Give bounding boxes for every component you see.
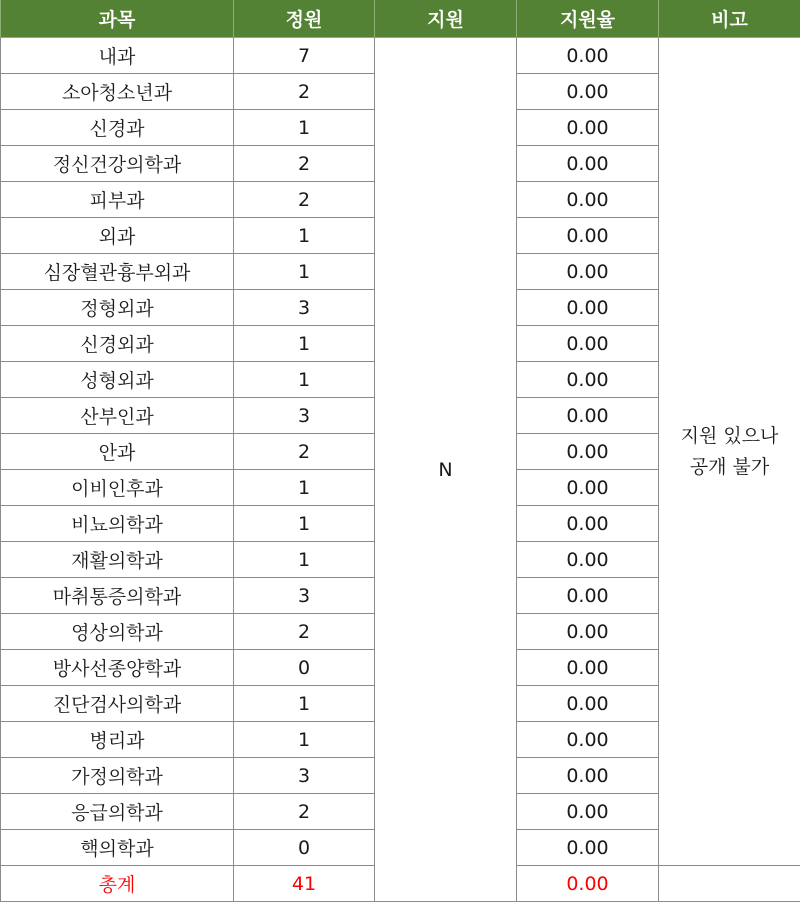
quota-cell: 1 — [234, 722, 375, 758]
subject-cell: 진단검사의학과 — [1, 686, 234, 722]
subject-cell: 재활의학과 — [1, 542, 234, 578]
rate-cell: 0.00 — [517, 650, 659, 686]
subject-cell: 외과 — [1, 218, 234, 254]
quota-cell: 1 — [234, 362, 375, 398]
total-quota: 41 — [234, 866, 375, 902]
quota-cell: 2 — [234, 794, 375, 830]
rate-cell: 0.00 — [517, 362, 659, 398]
subject-cell: 병리과 — [1, 722, 234, 758]
note-line: 지원 있으나 — [659, 421, 800, 452]
quota-cell: 3 — [234, 398, 375, 434]
rate-cell: 0.00 — [517, 830, 659, 866]
rate-cell: 0.00 — [517, 758, 659, 794]
rate-cell: 0.00 — [517, 506, 659, 542]
subject-cell: 정신건강의학과 — [1, 146, 234, 182]
subject-cell: 이비인후과 — [1, 470, 234, 506]
subject-cell: 신경외과 — [1, 326, 234, 362]
subject-cell: 내과 — [1, 38, 234, 74]
quota-cell: 3 — [234, 578, 375, 614]
subject-cell: 영상의학과 — [1, 614, 234, 650]
quota-cell: 1 — [234, 506, 375, 542]
subject-cell: 소아청소년과 — [1, 74, 234, 110]
subject-cell: 응급의학과 — [1, 794, 234, 830]
total-rate: 0.00 — [517, 866, 659, 902]
quota-cell: 3 — [234, 758, 375, 794]
total-label: 총계 — [1, 866, 234, 902]
header-subject: 과목 — [1, 0, 234, 38]
applicants-merged-cell: N — [375, 38, 517, 902]
subject-cell: 산부인과 — [1, 398, 234, 434]
rate-cell: 0.00 — [517, 578, 659, 614]
header-quota: 정원 — [234, 0, 375, 38]
rate-cell: 0.00 — [517, 434, 659, 470]
subject-cell: 심장혈관흉부외과 — [1, 254, 234, 290]
rate-cell: 0.00 — [517, 614, 659, 650]
rate-cell: 0.00 — [517, 146, 659, 182]
rate-cell: 0.00 — [517, 686, 659, 722]
quota-cell: 7 — [234, 38, 375, 74]
quota-cell: 2 — [234, 434, 375, 470]
rate-cell: 0.00 — [517, 470, 659, 506]
quota-cell: 1 — [234, 686, 375, 722]
subject-cell: 안과 — [1, 434, 234, 470]
subject-cell: 핵의학과 — [1, 830, 234, 866]
quota-cell: 1 — [234, 110, 375, 146]
quota-cell: 1 — [234, 254, 375, 290]
rate-cell: 0.00 — [517, 254, 659, 290]
subject-cell: 정형외과 — [1, 290, 234, 326]
note-merged-cell — [659, 38, 800, 866]
rate-cell: 0.00 — [517, 722, 659, 758]
header-row — [1, 0, 800, 38]
quota-cell: 1 — [234, 218, 375, 254]
rate-cell: 0.00 — [517, 38, 659, 74]
subject-cell: 피부과 — [1, 182, 234, 218]
quota-cell: 1 — [234, 470, 375, 506]
quota-cell: 1 — [234, 326, 375, 362]
subject-cell: 비뇨의학과 — [1, 506, 234, 542]
subject-cell: 신경과 — [1, 110, 234, 146]
quota-cell: 3 — [234, 290, 375, 326]
rate-cell: 0.00 — [517, 794, 659, 830]
rate-cell: 0.00 — [517, 542, 659, 578]
rate-cell: 0.00 — [517, 326, 659, 362]
quota-cell: 2 — [234, 146, 375, 182]
table-row — [1, 38, 800, 74]
header-note: 비고 — [659, 0, 800, 38]
rate-cell: 0.00 — [517, 218, 659, 254]
quota-cell: 2 — [234, 182, 375, 218]
subject-cell: 마취통증의학과 — [1, 578, 234, 614]
note-line: 공개 불가 — [659, 452, 800, 483]
quota-cell: 0 — [234, 830, 375, 866]
subject-cell: 방사선종양학과 — [1, 650, 234, 686]
quota-cell: 2 — [234, 74, 375, 110]
subject-cell: 성형외과 — [1, 362, 234, 398]
quota-cell: 0 — [234, 650, 375, 686]
subject-cell: 가정의학과 — [1, 758, 234, 794]
rate-cell: 0.00 — [517, 398, 659, 434]
total-note-empty — [659, 866, 800, 902]
rate-cell: 0.00 — [517, 182, 659, 218]
quota-cell: 2 — [234, 614, 375, 650]
rate-cell: 0.00 — [517, 74, 659, 110]
rate-cell: 0.00 — [517, 290, 659, 326]
header-rate: 지원율 — [517, 0, 659, 38]
header-applicants: 지원 — [375, 0, 517, 38]
rate-cell: 0.00 — [517, 110, 659, 146]
quota-cell: 1 — [234, 542, 375, 578]
